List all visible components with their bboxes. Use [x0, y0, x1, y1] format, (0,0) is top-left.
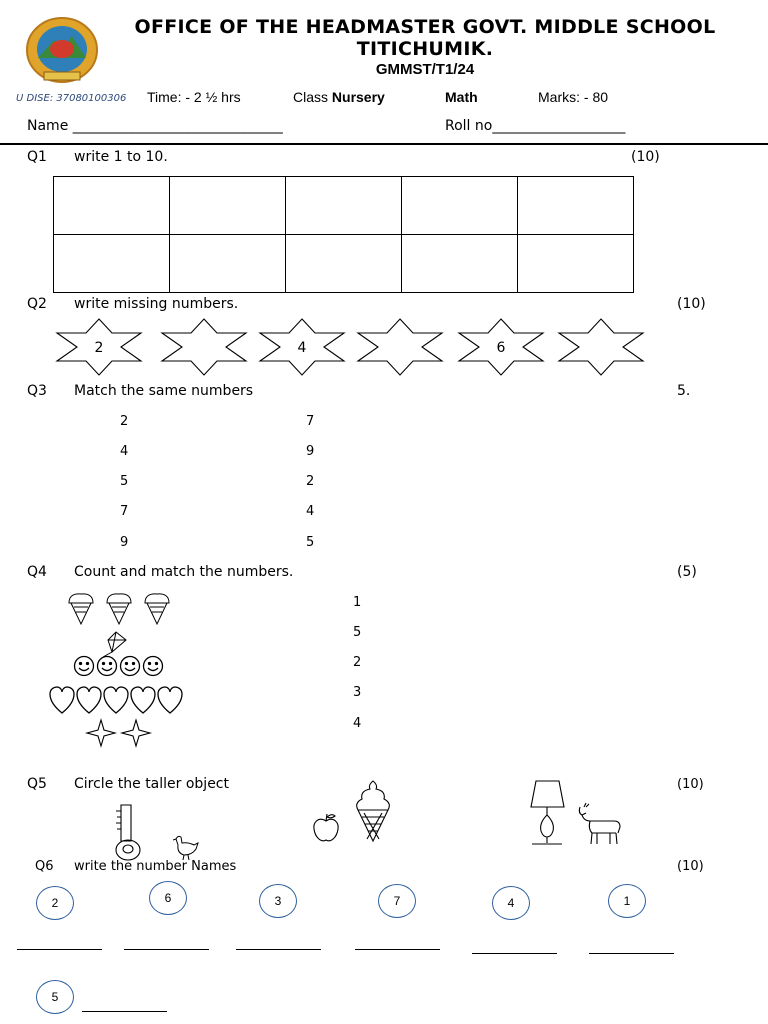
q6-number: Q6 — [35, 859, 54, 874]
star-shape — [55, 318, 143, 376]
q4-number-option: 5 — [353, 625, 362, 640]
class-value: Nursery — [331, 89, 385, 105]
q6-text: write the number Names — [74, 859, 237, 874]
star-number: 2 — [94, 340, 104, 356]
q3-right-item: 4 — [306, 504, 315, 519]
udise-code: U DISE: 37080100306 — [16, 93, 127, 104]
grid-cell[interactable] — [54, 235, 170, 293]
q4-number-option: 2 — [353, 655, 362, 670]
grid-cell[interactable] — [170, 235, 286, 293]
ice-cream-cone-icon — [352, 779, 394, 843]
q3-marks: 5. — [677, 383, 691, 399]
key-icon — [114, 803, 154, 865]
q3-right-item: 5 — [306, 535, 315, 550]
q3-left-item: 7 — [120, 504, 129, 519]
time-label: Time: - 2 ½ hrs — [147, 89, 241, 105]
star-shape[interactable] — [356, 318, 444, 376]
class-field — [293, 89, 385, 105]
q3-left-item: 4 — [120, 444, 129, 459]
number-circle — [608, 884, 646, 918]
answer-blank[interactable] — [589, 953, 674, 954]
q1-number: Q1 — [27, 149, 47, 165]
school-logo — [24, 16, 100, 88]
number-circle — [36, 980, 74, 1014]
number-circle-label: 7 — [393, 894, 401, 908]
header-divider — [0, 143, 768, 145]
name-label: Name — [27, 118, 69, 134]
number-circle-label: 3 — [274, 894, 282, 908]
grid-cell[interactable] — [286, 177, 402, 235]
lamp-icon — [528, 779, 568, 847]
class-label: Class — [293, 89, 329, 105]
icecream-icon-group — [66, 591, 176, 627]
number-circle-label: 6 — [164, 891, 172, 905]
q1-text: write 1 to 10. — [74, 149, 168, 165]
answer-blank[interactable] — [17, 949, 102, 950]
answer-blank[interactable] — [472, 953, 557, 954]
q3-number: Q3 — [27, 383, 47, 399]
number-circle — [36, 886, 74, 920]
q4-text: Count and match the numbers. — [74, 564, 294, 580]
q3-right-item: 9 — [306, 444, 315, 459]
star-shape — [457, 318, 545, 376]
heart-icon-group — [49, 685, 185, 715]
number-circle-label: 1 — [623, 894, 631, 908]
star-number: 6 — [496, 340, 506, 356]
number-circle — [492, 886, 530, 920]
name-blank[interactable]: ______________________________ — [72, 118, 283, 134]
q5-text: Circle the taller object — [74, 776, 229, 792]
grid-cell[interactable] — [518, 235, 634, 293]
q6-marks: (10) — [677, 859, 704, 874]
q3-right-item: 7 — [306, 414, 315, 429]
q4-number-option: 1 — [353, 595, 362, 610]
number-circle — [149, 881, 187, 915]
number-circle — [378, 884, 416, 918]
answer-blank[interactable] — [82, 1011, 167, 1012]
answer-blank[interactable] — [124, 949, 209, 950]
sparkle-star-icon-group — [86, 719, 152, 747]
grid-cell[interactable] — [402, 235, 518, 293]
q5-number: Q5 — [27, 776, 47, 792]
answer-blank[interactable] — [236, 949, 321, 950]
marks-label: Marks: - 80 — [538, 89, 609, 105]
star-shape[interactable] — [557, 318, 645, 376]
q2-text: write missing numbers. — [74, 296, 239, 312]
q3-text: Match the same numbers — [74, 383, 254, 399]
grid-cell[interactable] — [170, 177, 286, 235]
q3-left-item: 2 — [120, 414, 129, 429]
smiley-icon-group — [74, 655, 166, 677]
kite-icon — [100, 630, 128, 658]
q3-right-item: 2 — [306, 474, 315, 489]
star-shape — [258, 318, 346, 376]
paper-code: GMMST/T1/24 — [375, 61, 475, 78]
q1-marks: (10) — [631, 149, 660, 165]
answer-blank[interactable] — [355, 949, 440, 950]
q4-marks: (5) — [677, 564, 697, 580]
school-title: OFFICE OF THE HEADMASTER GOVT. MIDDLE SCHOOL — [134, 16, 716, 38]
q4-number-option: 4 — [353, 716, 362, 731]
roll-label: Roll no — [445, 118, 493, 134]
subject-label: Math — [445, 89, 478, 105]
q4-number-option: 3 — [353, 685, 362, 700]
roll-field[interactable] — [445, 118, 625, 134]
apple-icon — [312, 812, 340, 844]
number-circle-label: 4 — [507, 896, 515, 910]
grid-cell[interactable] — [518, 177, 634, 235]
roll-blank[interactable]: ___________________ — [492, 118, 626, 134]
q3-left-item: 5 — [120, 474, 129, 489]
number-circle-label: 2 — [51, 896, 59, 910]
grid-cell[interactable] — [402, 177, 518, 235]
q3-left-item: 9 — [120, 535, 129, 550]
q1-answer-grid — [53, 176, 634, 293]
number-circle-label: 5 — [51, 990, 59, 1004]
school-name-line2: TITICHUMIK. — [356, 38, 494, 60]
bird-icon — [172, 833, 200, 861]
q4-number: Q4 — [27, 564, 47, 580]
star-number: 4 — [297, 340, 307, 356]
name-field[interactable] — [27, 118, 283, 134]
goat-icon — [576, 803, 624, 845]
grid-cell[interactable] — [54, 177, 170, 235]
q5-marks: (10) — [677, 777, 704, 792]
grid-cell[interactable] — [286, 235, 402, 293]
star-shape[interactable] — [160, 318, 248, 376]
number-circle — [259, 884, 297, 918]
q2-number: Q2 — [27, 296, 47, 312]
q2-marks: (10) — [677, 296, 706, 312]
